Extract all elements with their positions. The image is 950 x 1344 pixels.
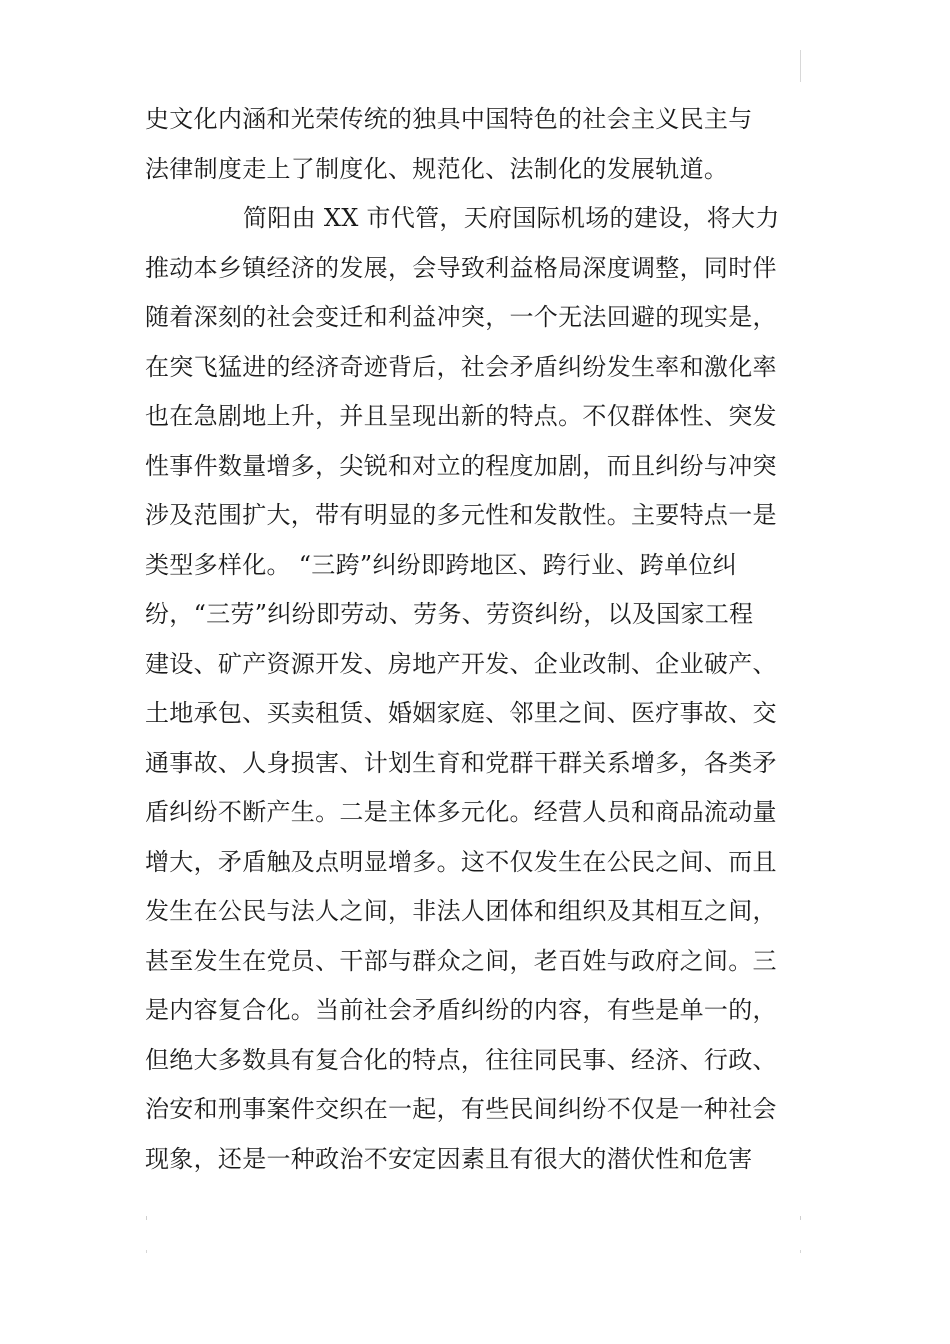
- text-line: 是内容复合化。当前社会矛盾纠纷的内容，有些是单一的，: [145, 996, 777, 1024]
- body-text: [145, 95, 810, 1184]
- text-line: 性事件数量增多，尖锐和对立的程度加剧，而且纠纷与冲突: [145, 451, 777, 480]
- text-line: 土地承包、买卖租赁、婚姻家庭、邻里之间、医疗事故、交: [145, 699, 777, 727]
- text-line: 治安和刑事案件交织在一起，有些民间纠纷不仅是一种社会: [145, 1095, 777, 1123]
- page-corner-mark: [800, 1216, 801, 1220]
- text-line: 纷，“三劳”纠纷即劳动、劳务、劳资纠纷，以及国家工程: [145, 600, 754, 628]
- page-corner-mark: [146, 1250, 147, 1253]
- page-corner-mark: [800, 1250, 801, 1253]
- text-line: 建设、矿产资源开发、房地产开发、企业改制、企业破产、: [145, 649, 777, 678]
- page-corner-mark: [146, 1216, 147, 1220]
- text-line: 史文化内涵和光荣传统的独具中国特色的社会主义民主与: [145, 105, 753, 133]
- text-line: 现象，还是一种政治不安定因素且有很大的潜伏性和危害: [145, 1144, 753, 1173]
- paragraph-first-line: 简阳由 XX 市代管，天府国际机场的建设，将大力: [243, 204, 780, 232]
- text-line: 甚至发生在党员、干部与群众之间，老百姓与政府之间。三: [145, 946, 777, 975]
- page-corner-mark: [800, 50, 801, 82]
- text-line: 发生在公民与法人之间，非法人团体和组织及其相互之间，: [145, 897, 777, 925]
- text-line: 类型多样化。 “三跨”纠纷即跨地区、跨行业、跨单位纠: [145, 550, 737, 579]
- text-line: 推动本乡镇经济的发展，会导致利益格局深度调整，同时伴: [145, 253, 777, 282]
- text-line: 但绝大多数具有复合化的特点，往往同民事、经济、行政、: [145, 1045, 777, 1074]
- text-line: 也在急剧地上升，并且呈现出新的特点。不仅群体性、突发: [145, 402, 777, 430]
- text-line: 增大，矛盾触及点明显增多。这不仅发生在公民之间、而且: [145, 847, 777, 876]
- text-line: 在突飞猛进的经济奇迹背后，社会矛盾纠纷发生率和激化率: [145, 352, 777, 381]
- text-line: 盾纠纷不断产生。二是主体多元化。经营人员和商品流动量: [145, 798, 777, 826]
- text-line: 涉及范围扩大，带有明显的多元性和发散性。主要特点一是: [145, 501, 777, 529]
- text-line: 通事故、人身损害、计划生育和党群干群关系增多，各类矛: [145, 748, 777, 777]
- text-line: 法律制度走上了制度化、规范化、法制化的发展轨道。: [145, 154, 729, 183]
- text-line: 随着深刻的社会变迁和利益冲突，一个无法回避的现实是，: [145, 303, 777, 331]
